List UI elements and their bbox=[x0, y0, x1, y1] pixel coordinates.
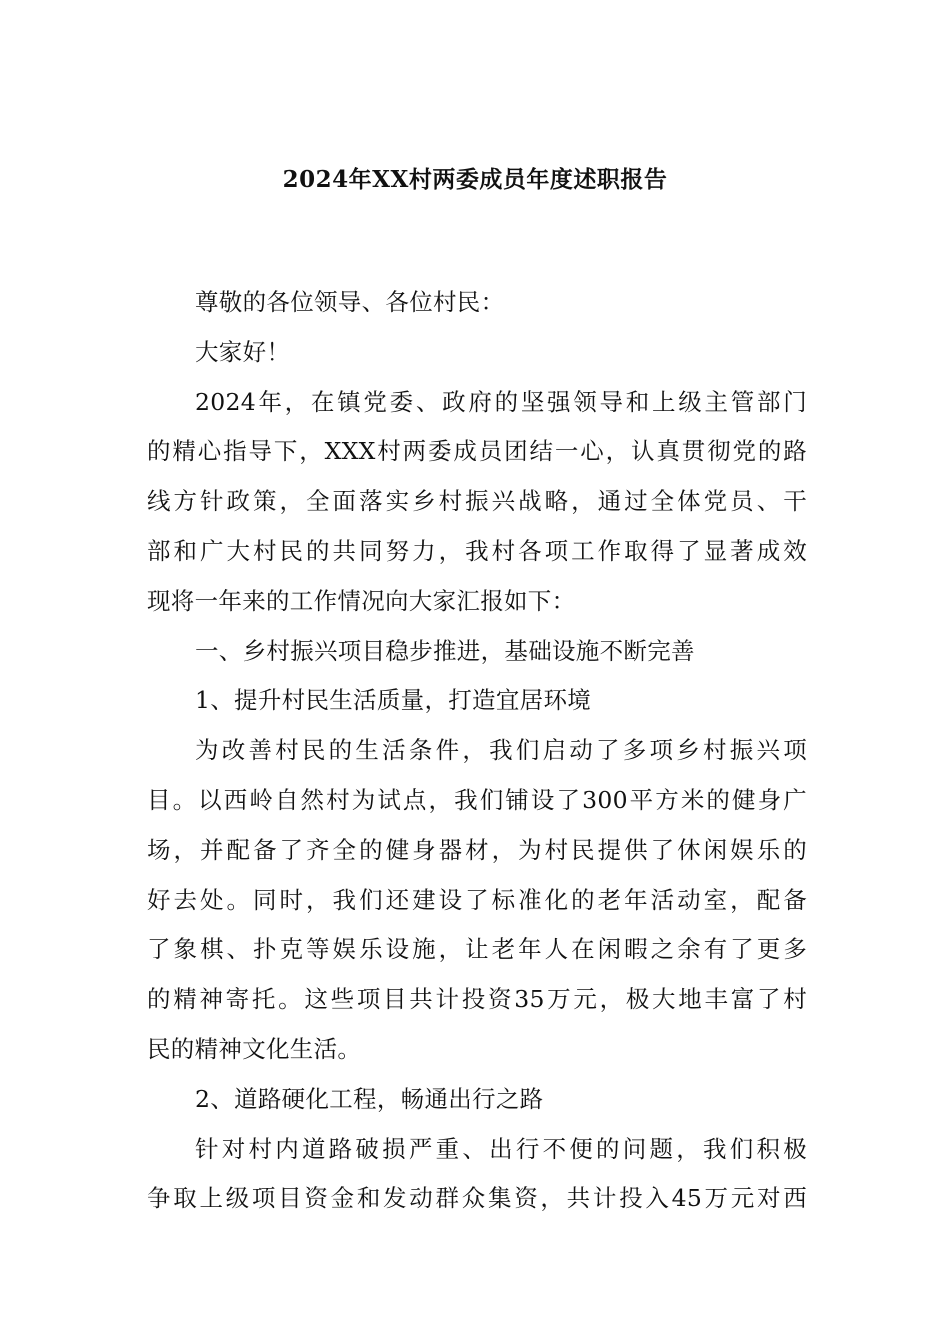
paragraph-line: 场，并配备了齐全的健身器材，为村民提供了休闲娱乐的 bbox=[147, 835, 807, 864]
paragraph-line: 目。以西岭自然村为试点，我们铺设了300平方米的健身广 bbox=[147, 785, 807, 814]
paragraph-line: 为改善村民的生活条件，我们启动了多项乡村振兴项 bbox=[195, 736, 807, 765]
paragraph-line: 争取上级项目资金和发动群众集资，共计投入45万元对西 bbox=[147, 1184, 807, 1213]
paragraph-line: 尊敬的各位领导、各位村民： bbox=[195, 288, 505, 316]
paragraph-line: 大家好！ bbox=[195, 337, 291, 366]
paragraph-line: 针对村内道路破损严重、出行不便的问题，我们积极 bbox=[195, 1134, 807, 1163]
paragraph-line: 民的精神文化生活。 bbox=[147, 1034, 362, 1063]
paragraph-line: 现将一年来的工作情况向大家汇报如下： bbox=[147, 586, 576, 615]
paragraph-line: 2、道路硬化工程，畅通出行之路 bbox=[195, 1084, 544, 1113]
paragraph-line: 线方针政策，全面落实乡村振兴战略，通过全体党员、干 bbox=[147, 487, 807, 516]
paragraph-line: 部和广大村民的共同努力，我村各项工作取得了显著成效 bbox=[147, 536, 807, 565]
paragraph-line: 了象棋、扑克等娱乐设施，让老年人在闲暇之余有了更多 bbox=[147, 935, 807, 964]
paragraph-line: 好去处。同时，我们还建设了标准化的老年活动室，配备 bbox=[147, 885, 807, 914]
document-body bbox=[147, 278, 807, 1224]
paragraph-line: 一、乡村振兴项目稳步推进，基础设施不断完善 bbox=[195, 636, 695, 665]
document-title: 2024年XX村两委成员年度述职报告 bbox=[282, 166, 668, 193]
paragraph-line: 2024年，在镇党委、政府的坚强领导和上级主管部门 bbox=[195, 387, 807, 416]
paragraph-line: 的精心指导下，XXX村两委成员团结一心，认真贯彻党的路 bbox=[147, 437, 807, 466]
paragraph-line: 1、提升村民生活质量，打造宜居环境 bbox=[195, 686, 592, 715]
paragraph-line: 的精神寄托。这些项目共计投资35万元，极大地丰富了村 bbox=[147, 985, 807, 1014]
